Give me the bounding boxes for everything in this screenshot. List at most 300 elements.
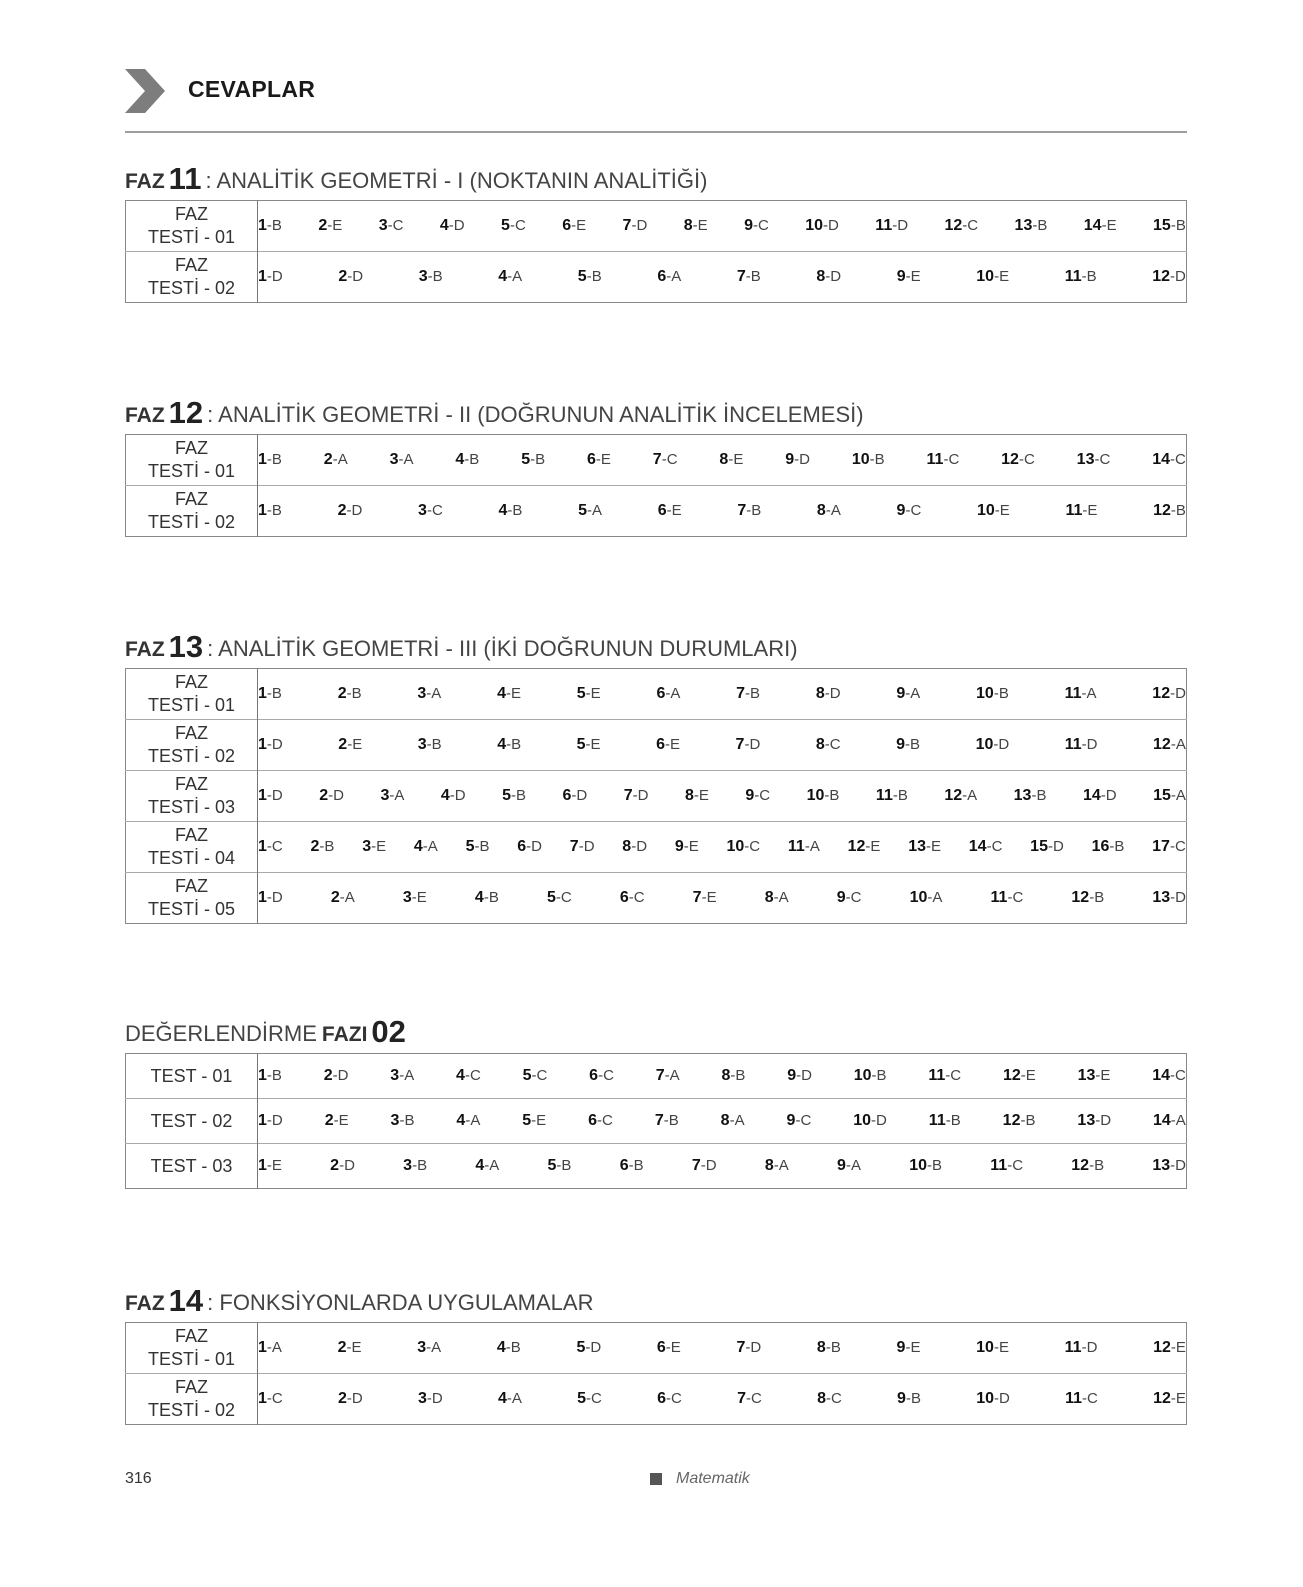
answer-choice: C (271, 838, 283, 855)
answer-item: 7-D (623, 787, 649, 804)
test-label-line: FAZ (174, 255, 208, 275)
answer-item: 10-B (853, 1067, 887, 1084)
answer-item: 14-C (1152, 451, 1186, 468)
answers-cell (258, 1054, 1187, 1099)
answer-item: 6-C (657, 1390, 682, 1407)
answer-item: 12-B (1153, 502, 1186, 519)
question-number: 5 (576, 1339, 586, 1356)
answer-choice: B (271, 502, 282, 519)
question-number: 4 (497, 1390, 507, 1407)
answer-item: 4-A (498, 268, 523, 285)
table-row (126, 1323, 1187, 1374)
question-number: 4 (498, 502, 508, 519)
question-number: 12 (1071, 1157, 1090, 1174)
answer-choice: B (750, 268, 761, 285)
test-label-line: FAZ (174, 1326, 208, 1346)
answer-choice: E (1106, 217, 1117, 234)
answer-item: 8-C (817, 1390, 842, 1407)
answer-choice: B (897, 787, 908, 804)
answer-choice: A (337, 451, 348, 468)
answer-item: 9-C (896, 502, 922, 519)
answer-item: 2-B (337, 685, 362, 702)
answer-item: 12-B (1071, 1157, 1105, 1174)
question-number: 9 (744, 217, 753, 234)
answer-item: 10-E (976, 502, 1010, 519)
answer-item: 6-C (589, 1067, 614, 1084)
answer-item: 13-B (1014, 217, 1048, 234)
answer-choice: D (271, 1112, 283, 1129)
answer-item: 1-B (258, 451, 282, 468)
chevron-right-icon (125, 69, 165, 113)
answer-item: 7-D (569, 838, 595, 855)
test-label-line: TEST - 03 (150, 1155, 233, 1176)
answer-choice: C (750, 1390, 762, 1407)
test-label-line: TESTİ - 03 (147, 797, 236, 817)
answer-item: 6-B (619, 1157, 644, 1174)
test-label-line: FAZ (174, 825, 208, 845)
answer-choice: E (870, 838, 881, 855)
question-number: 15 (1030, 838, 1048, 855)
test-label-line: TESTİ - 05 (147, 899, 236, 919)
answer-item: 12-E (847, 838, 881, 855)
answer-choice: E (351, 1339, 362, 1356)
answer-item: 8-E (684, 787, 709, 804)
answer-item: 1-D (258, 736, 283, 753)
answer-choice: B (351, 685, 362, 702)
answer-item: 7-A (655, 1067, 680, 1084)
answer-choice: B (561, 1157, 572, 1174)
answer-choice: B (910, 736, 921, 753)
answer-item: 1-D (258, 1112, 283, 1129)
answer-item: 5-E (522, 1112, 547, 1129)
answer-item: 9-D (785, 451, 810, 468)
question-number: 11 (928, 1112, 946, 1129)
section-number: 12 (168, 395, 204, 430)
answer-choice: C (271, 1390, 283, 1407)
answer-item: 10-D (976, 1390, 1010, 1407)
answer-choice: D (590, 1339, 602, 1356)
answer-item: 10-C (726, 838, 761, 855)
answer-item: 15-A (1153, 787, 1186, 804)
question-number: 5 (577, 268, 587, 285)
answer-choice: C (1012, 1157, 1024, 1174)
answer-item: 11-B (875, 787, 908, 804)
question-number: 10 (976, 502, 995, 519)
answer-item: 1-D (258, 787, 283, 804)
answer-item: 2-E (318, 217, 343, 234)
answer-choice: B (874, 451, 885, 468)
answer-choice: A (669, 1067, 680, 1084)
question-number: 2 (337, 502, 347, 519)
question-number: 1 (258, 1067, 267, 1084)
question-number: 3 (418, 502, 427, 519)
section-title (125, 394, 1187, 434)
test-label-line: TESTİ - 04 (147, 848, 236, 868)
table-row (126, 252, 1187, 303)
answer-choice: A (1086, 685, 1097, 702)
answer-choice: B (432, 268, 443, 285)
question-number: 6 (657, 268, 667, 285)
question-number: 10 (976, 685, 994, 702)
square-icon (650, 1473, 662, 1485)
answer-item: 7-B (737, 502, 762, 519)
answer-choice: B (488, 889, 499, 906)
table-row (126, 1099, 1187, 1144)
answer-item: 12-B (1002, 1112, 1036, 1129)
page-title: CEVAPLAR (188, 76, 316, 102)
answer-item: 11-C (990, 1157, 1024, 1174)
answer-item: 9-D (787, 1067, 812, 1084)
question-number: 10 (805, 217, 824, 234)
answer-item: 3-A (390, 1067, 415, 1084)
question-number: 10 (806, 787, 825, 804)
answer-item: 8-E (719, 451, 744, 468)
answer-item: 8-A (764, 1157, 789, 1174)
question-number: 8 (816, 1339, 826, 1356)
question-number: 5 (576, 685, 586, 702)
answer-choice: B (1036, 787, 1047, 804)
question-number: 2 (319, 787, 329, 804)
answer-item: 13-D (1077, 1112, 1112, 1129)
question-number: 6 (656, 1339, 666, 1356)
section-faz-label: FAZ (125, 1292, 165, 1315)
answer-choice: E (999, 502, 1010, 519)
answer-choice: A (1175, 787, 1186, 804)
answer-choice: A (850, 1157, 861, 1174)
question-number: 13 (1077, 1067, 1096, 1084)
answer-item: 2-E (324, 1112, 349, 1129)
question-number: 15 (1153, 217, 1171, 234)
answer-choice: B (1094, 1157, 1105, 1174)
test-label-line: TESTİ - 02 (147, 746, 236, 766)
answers-cell (258, 1099, 1187, 1144)
answer-item: 11-D (1064, 736, 1098, 753)
answer-choice: B (950, 1112, 961, 1129)
answer-choice: E (930, 838, 941, 855)
answer-item: 1-E (258, 1157, 282, 1174)
question-number: 10 (976, 268, 995, 285)
answer-choice: D (531, 838, 543, 855)
answer-choice: E (332, 217, 343, 234)
answer-item: 6-A (656, 685, 681, 702)
question-number: 13 (1014, 217, 1033, 234)
answers-cell (258, 252, 1187, 303)
question-number: 6 (656, 685, 666, 702)
answer-choice: B (751, 502, 762, 519)
section-subject: : ANALİTİK GEOMETRİ - II (DOĞRUNUN ANALİTİK İNCELEMESİ) (207, 402, 864, 427)
answer-choice: D (344, 1157, 355, 1174)
answer-choice: D (1086, 736, 1098, 753)
answer-choice: A (427, 838, 438, 855)
question-number: 7 (736, 1339, 746, 1356)
answer-item: 7-E (692, 889, 717, 906)
question-number: 3 (378, 217, 388, 234)
question-number: 3 (417, 736, 427, 753)
answer-item: 6-E (656, 1339, 681, 1356)
question-number: 12 (1153, 502, 1171, 519)
answer-choice: C (633, 889, 645, 906)
answer-choice: D (749, 736, 761, 753)
answer-item: 9-E (674, 838, 699, 855)
answer-choice: C (757, 217, 769, 234)
answer-choice: C (850, 889, 862, 906)
question-number: 8 (764, 1157, 774, 1174)
answer-item: 5-C (577, 1390, 602, 1407)
answer-table (125, 668, 1187, 924)
answer-choice: B (750, 685, 761, 702)
question-number: 9 (786, 1112, 796, 1129)
answer-item: 6-D (562, 787, 588, 804)
answer-item: 2-A (323, 451, 348, 468)
answer-choice: D (705, 1157, 717, 1174)
question-number: 12 (1152, 268, 1171, 285)
question-number: 13 (1076, 451, 1095, 468)
answer-choice: C (1023, 451, 1035, 468)
answers-cell (258, 486, 1187, 537)
answer-choice: B (591, 268, 602, 285)
answer-item: 3-B (418, 268, 443, 285)
question-number: 13 (1152, 1157, 1171, 1174)
answer-choice: E (733, 451, 744, 468)
question-number: 1 (258, 685, 267, 702)
question-number: 2 (318, 217, 328, 234)
answer-choice: B (271, 217, 282, 234)
question-number: 4 (413, 838, 423, 855)
question-number: 12 (1153, 1390, 1171, 1407)
answer-item: 7-D (691, 1157, 717, 1174)
question-number: 2 (323, 1067, 333, 1084)
answer-choice: B (910, 1390, 921, 1407)
answer-choice: A (910, 685, 921, 702)
answer-choice: B (479, 838, 490, 855)
question-number: 8 (720, 1112, 730, 1129)
section-number: 14 (168, 1283, 204, 1318)
question-number: 9 (836, 889, 846, 906)
section-number: 13 (168, 629, 204, 664)
answer-item: 12-A (1153, 736, 1186, 753)
section-title (125, 628, 1187, 668)
answer-choice: B (511, 736, 522, 753)
question-number: 8 (719, 451, 729, 468)
footer-subject (650, 1470, 750, 1488)
answer-item: 5-C (546, 889, 572, 906)
answer-choice: A (670, 685, 681, 702)
question-number: 12 (1153, 736, 1171, 753)
answer-choice: B (829, 787, 840, 804)
answer-choice: B (535, 451, 546, 468)
answer-choice: A (592, 502, 603, 519)
question-number: 9 (896, 1339, 906, 1356)
answer-choice: E (416, 889, 427, 906)
question-number: 9 (837, 1157, 846, 1174)
answers-cell (258, 201, 1187, 252)
answer-item: 8-A (764, 889, 789, 906)
question-number: 13 (1013, 787, 1032, 804)
section-title (125, 160, 1187, 200)
answer-choice: C (666, 451, 678, 468)
answer-item: 13-D (1152, 889, 1186, 906)
answer-item: 5-B (502, 787, 527, 804)
test-label-line: FAZ (174, 876, 208, 896)
answer-item: 3-B (417, 736, 442, 753)
answer-choice: D (829, 685, 841, 702)
table-row (126, 486, 1187, 537)
answer-choice: E (706, 889, 717, 906)
answer-choice: A (1175, 736, 1186, 753)
question-number: 5 (576, 736, 586, 753)
question-number: 14 (1083, 217, 1102, 234)
answer-item: 6-A (657, 268, 682, 285)
question-number: 8 (815, 685, 825, 702)
answer-choice: D (750, 1339, 762, 1356)
question-number: 10 (853, 1112, 872, 1129)
page-number: 316 (125, 1470, 152, 1487)
answer-item: 11-D (875, 217, 909, 234)
answer-item: 2-A (330, 889, 355, 906)
answer-choice: D (271, 889, 283, 906)
answer-item: 2-B (310, 838, 335, 855)
answer-choice: D (454, 787, 466, 804)
answer-section (125, 628, 1187, 924)
answer-item: 11-E (1065, 502, 1098, 519)
answers-cell (258, 1323, 1187, 1374)
answer-choice: D (799, 451, 810, 468)
answer-choice: D (351, 502, 363, 519)
question-number: 4 (498, 268, 508, 285)
answer-item: 3-A (389, 451, 414, 468)
answer-choice: D (1105, 787, 1117, 804)
answer-choice: C (830, 1390, 842, 1407)
test-label-line: TESTİ - 01 (147, 461, 236, 481)
answer-item: 5-B (465, 838, 490, 855)
answer-item: 12-D (1152, 685, 1186, 702)
question-number: 14 (1153, 1112, 1171, 1129)
answer-choice: C (950, 1067, 962, 1084)
answer-choice: B (735, 1067, 746, 1084)
answer-choice: C (392, 217, 404, 234)
answer-choice: D (333, 787, 344, 804)
answer-item: 13-C (1076, 451, 1111, 468)
answer-choice: C (602, 1112, 613, 1129)
answer-item: 4-A (497, 1390, 522, 1407)
question-number: 8 (683, 217, 693, 234)
answer-item: 12-C (944, 217, 979, 234)
question-number: 8 (622, 838, 632, 855)
answer-choice: D (271, 736, 283, 753)
answer-item: 13-B (1013, 787, 1047, 804)
answer-item: 11-A (1064, 685, 1097, 702)
question-number: 11 (875, 217, 893, 234)
answer-item: 2-D (323, 1067, 349, 1084)
answer-item: 8-D (815, 685, 841, 702)
answer-item: 3-E (362, 838, 387, 855)
answer-item: 2-D (338, 268, 364, 285)
answer-choice: C (749, 838, 761, 855)
test-label-line: TESTİ - 02 (147, 512, 236, 532)
section-title (125, 1282, 1187, 1322)
test-label (126, 1374, 258, 1425)
answer-choice: C (560, 889, 572, 906)
answer-item: 10-B (851, 451, 885, 468)
question-number: 8 (721, 1067, 731, 1084)
answer-item: 7-D (622, 217, 648, 234)
answer-item: 3-D (417, 1390, 443, 1407)
section-title (125, 1013, 1187, 1053)
question-number: 15 (1153, 787, 1171, 804)
answer-item: 5-B (521, 451, 546, 468)
test-label-line: TESTİ - 02 (147, 278, 236, 298)
answer-item: 8-A (720, 1112, 745, 1129)
answer-choice: A (830, 502, 841, 519)
answer-choice: B (469, 451, 480, 468)
answer-choice: B (932, 1157, 943, 1174)
table-row (126, 669, 1187, 720)
question-number: 12 (944, 787, 963, 804)
answer-choice: A (1175, 1112, 1186, 1129)
question-number: 5 (501, 217, 510, 234)
answer-item: 7-D (735, 736, 761, 753)
answer-choice: A (489, 1157, 500, 1174)
answer-item: 2-E (337, 1339, 362, 1356)
answer-item: 4-C (456, 1067, 481, 1084)
table-row (126, 1374, 1187, 1425)
page-header (125, 68, 1187, 132)
question-number: 1 (258, 736, 267, 753)
answers-cell (258, 1144, 1187, 1189)
question-number: 9 (896, 502, 906, 519)
answer-table (125, 1053, 1187, 1189)
section-subject: : ANALİTİK GEOMETRİ - I (NOKTANIN ANALİTİĞİ) (205, 168, 708, 193)
answer-choice: D (1175, 685, 1186, 702)
answer-item: 11-A (787, 838, 820, 855)
answer-choice: E (697, 217, 708, 234)
test-label (126, 1144, 258, 1189)
answer-item: 6-E (656, 736, 681, 753)
question-number: 9 (896, 685, 906, 702)
header-divider (125, 131, 1187, 133)
answer-item: 9-B (896, 736, 921, 753)
question-number: 8 (817, 1390, 826, 1407)
question-number: 3 (389, 451, 399, 468)
answer-item: 9-C (786, 1112, 812, 1129)
question-number: 3 (418, 268, 428, 285)
answer-choice: E (376, 838, 387, 855)
question-number: 6 (589, 1067, 599, 1084)
question-number: 12 (1002, 1112, 1021, 1129)
section-prefix: DEĞERLENDİRME (125, 1021, 317, 1046)
answer-choice: D (583, 838, 595, 855)
question-number: 8 (764, 889, 774, 906)
answer-choice: C (536, 1067, 548, 1084)
answer-choice: A (778, 889, 789, 906)
question-number: 2 (330, 1157, 340, 1174)
test-label-line: TESTİ - 01 (147, 227, 236, 247)
answer-choice: B (324, 838, 335, 855)
answer-item: 8-C (815, 736, 841, 753)
question-number: 10 (726, 838, 745, 855)
question-number: 1 (258, 268, 267, 285)
answer-item: 10-E (976, 268, 1010, 285)
answer-item: 1-B (258, 1067, 282, 1084)
answer-choice: B (417, 1157, 428, 1174)
question-number: 10 (853, 1067, 872, 1084)
question-number: 1 (258, 1157, 267, 1174)
answer-item: 3-E (402, 889, 427, 906)
answer-choice: B (830, 1339, 841, 1356)
answer-choice: A (932, 889, 943, 906)
answer-choice: C (1087, 1390, 1098, 1407)
answer-item: 7-C (652, 451, 678, 468)
